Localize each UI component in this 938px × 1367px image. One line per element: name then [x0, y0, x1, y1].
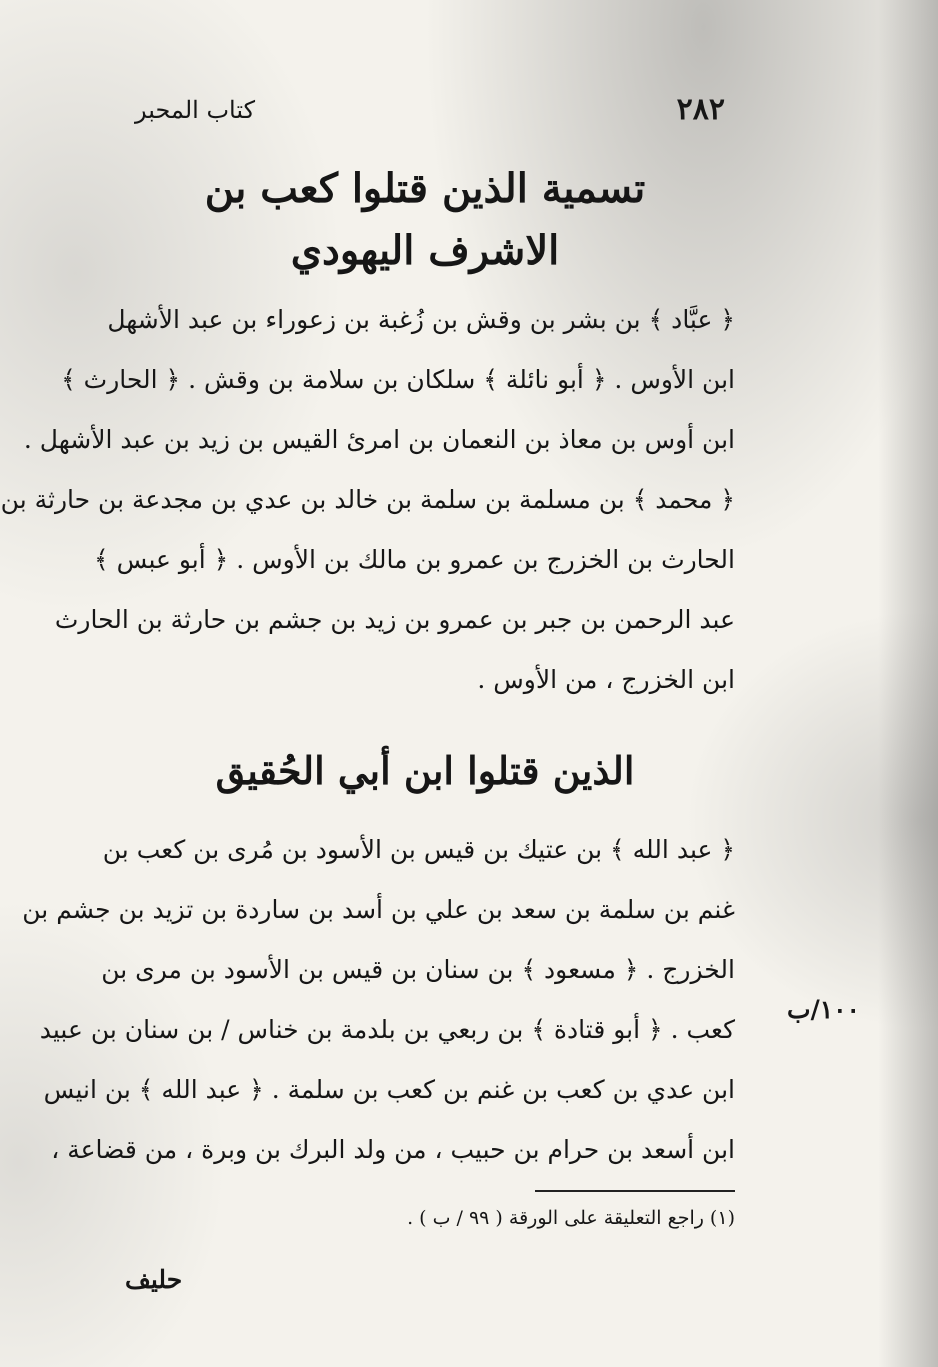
text-line: ابن الأوس . ﴿ أبو نائلة ﴾ سلكان بن سلامة بن وقش . ﴿ الحارث ﴾: [61, 365, 735, 394]
text-line: غنم بن سلمة بن سعد بن علي بن أسد بن ساردة بن تزيد بن جشم بن: [22, 895, 735, 924]
text-line: ابن الخزرج ، من الأوس .: [477, 665, 735, 694]
footnote-divider: [535, 1190, 735, 1192]
text-line: عبد الرحمن بن جبر بن عمرو بن زيد بن جشم بن حارثة بن الحارث: [54, 605, 735, 634]
page-header: [135, 92, 725, 136]
running-title: كتاب المحبر: [135, 96, 256, 124]
text-line: كعب . ﴿ أبو قتادة ﴾ بن ربعي بن بلدمة بن خناس / بن سنان بن عبيد: [39, 1015, 735, 1044]
catchword: حليف: [125, 1265, 183, 1294]
text-line: ابن أسعد بن حرام بن حبيب ، من ولد البرك بن وبرة ، من قضاعة ،: [51, 1135, 735, 1164]
heading-line: تسمية الذين قتلوا كعب بن: [204, 165, 646, 212]
text-line: ابن عدي بن كعب بن غنم بن كعب بن سلمة . ﴿ عبد الله ﴾ بن انيس: [43, 1075, 735, 1104]
heading-line: الاشرف اليهودي: [290, 227, 560, 274]
text-line: الخزرج . ﴿ مسعود ﴾ بن سنان بن قيس بن الأسود بن مرى بن: [101, 955, 735, 984]
text-line: ابن أوس بن معاذ بن النعمان بن امرئ القيس بن زيد بن عبد الأشهل .: [23, 425, 735, 454]
section-heading-kaab: [110, 158, 740, 282]
text-line: الحارث بن الخزرج بن عمرو بن مالك بن الأوس . ﴿ أبو عبس ﴾: [93, 545, 735, 574]
text-line: ﴿ عبد الله ﴾ بن عتيك بن قيس بن الأسود بن مُرى بن كعب بن: [102, 835, 735, 864]
footnote: (١) راجع التعليقة على الورقة ( ٩٩ / ب ) .: [407, 1207, 735, 1229]
text-line: ﴿ عبَّاد ﴾ بن بشر بن وقش بن زُغبة بن زعوراء بن عبد الأشهل: [107, 305, 735, 334]
text-line: ﴿ محمد ﴾ بن مسلمة بن سلمة بن خالد بن عدي بن مجدعة بن حارثة بن: [0, 485, 735, 514]
paragraph-kaab-killers: [0, 290, 735, 710]
paragraph-ibn-abi-huqayq-killers: [22, 820, 735, 1180]
section-heading-ibn-abi-huqayq: الذين قتلوا ابن أبي الحُقيق: [215, 748, 635, 793]
margin-folio-note: ١٠٠/ب: [787, 995, 860, 1024]
scan-shadow: [878, 0, 938, 1367]
page-number: ٢٨٢: [676, 92, 725, 127]
